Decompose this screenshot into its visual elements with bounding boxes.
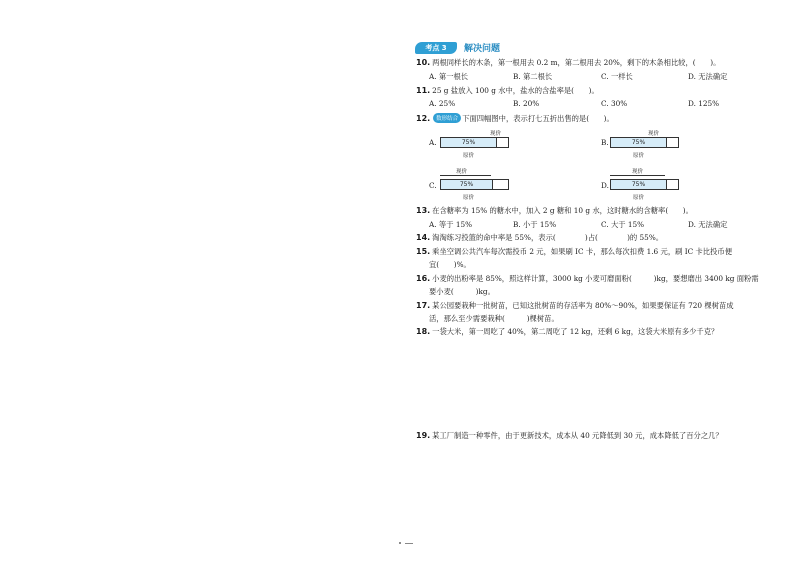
figure-b-bottom-label: 原价	[633, 153, 645, 159]
option-c[interactable]: C. 30%	[601, 99, 628, 108]
figure-a-bottom-label: 原价	[463, 153, 475, 159]
question-number: 10.	[416, 58, 431, 67]
option-a[interactable]: A. 等于 15%	[429, 220, 473, 229]
figure-b-letter[interactable]: B.	[601, 138, 609, 147]
figure-d-fill: 75%	[611, 180, 667, 189]
figure-c-bracket	[440, 175, 491, 176]
footer-dash	[405, 543, 413, 544]
question-17-line-2: 活，那么至少需要栽种( )棵树苗。	[429, 314, 559, 323]
question-number: 17.	[416, 301, 431, 310]
question-text: 下面四幅图中，表示打七五折出售的是( )。	[462, 114, 614, 123]
option-c[interactable]: C. 一样长	[601, 72, 633, 81]
question-number: 12.	[416, 114, 431, 123]
question-19	[416, 431, 723, 441]
question-number: 13.	[416, 206, 431, 215]
figure-a-letter[interactable]: A.	[429, 138, 437, 147]
question-14	[416, 233, 663, 243]
figure-d-top-label: 现价	[632, 169, 644, 175]
question-16-line-2: 要小麦( )kg。	[429, 287, 495, 296]
question-text: 25 g 盐放入 100 g 水中，盐水的含盐率是( )。	[432, 86, 599, 95]
question-17	[416, 301, 734, 311]
question-text: 在含糖率为 15% 的糖水中，加入 2 g 糖和 10 g 水，这时糖水的含糖率( )。	[432, 206, 693, 215]
method-tag: 数形结合	[433, 113, 461, 123]
figure-a-fill: 75%	[441, 138, 497, 147]
figure-c-top-label: 现价	[456, 169, 468, 175]
figure-b-fill: 75%	[611, 138, 667, 147]
question-text-line-1: 乘坐空调公共汽车每次需投币 2 元，如果刷 IC 卡，那么每次扣费 1.6 元，刷 IC 卡比投币便	[432, 247, 732, 256]
figure-b-bar	[610, 137, 679, 148]
question-15	[416, 247, 732, 257]
figure-c-letter[interactable]: C.	[429, 181, 437, 190]
question-number: 11.	[416, 86, 431, 95]
section-title: 解决问题	[464, 44, 501, 54]
question-number: 15.	[416, 247, 431, 256]
question-text: 一袋大米，第一周吃了 40%，第二周吃了 12 kg，还剩 6 kg，这袋大米原有多少千克？	[432, 327, 719, 336]
figure-c-fill: 75%	[441, 180, 493, 189]
option-c[interactable]: C. 大于 15%	[601, 220, 645, 229]
question-15-line-2: 宜( )%。	[429, 260, 471, 269]
topic-badge: 考点 3	[415, 42, 457, 54]
option-b[interactable]: B. 第二根长	[513, 72, 553, 81]
question-number: 16.	[416, 274, 431, 283]
option-d[interactable]: D. 125%	[688, 99, 720, 108]
figure-b-top-label: 现价	[648, 131, 660, 137]
question-10	[416, 58, 720, 68]
option-d[interactable]: D. 无法确定	[688, 72, 728, 81]
option-a[interactable]: A. 25%	[429, 99, 456, 108]
option-b[interactable]: B. 小于 15%	[513, 220, 557, 229]
question-12	[416, 113, 614, 124]
question-18	[416, 327, 718, 337]
figure-d-bottom-label: 原价	[633, 195, 645, 201]
question-text: 淘淘练习投篮的命中率是 55%，表示( )占( )的 55%。	[432, 233, 664, 242]
question-text-line-1: 小麦的出粉率是 85%，照这样计算，3000 kg 小麦可磨面粉( )kg，要想磨出 3400 kg 面粉需	[432, 274, 759, 283]
figure-a-bar	[440, 137, 509, 148]
question-number: 19.	[416, 431, 431, 440]
option-a[interactable]: A. 第一根长	[429, 72, 469, 81]
figure-a-top-label: 现价	[490, 131, 502, 137]
question-13	[416, 206, 693, 216]
question-text: 两根同样长的木条，第一根用去 0.2 m，第二根用去 20%，剩下的木条相比较，( )。	[432, 58, 721, 67]
question-11	[416, 86, 599, 96]
question-16	[416, 274, 759, 284]
footer-dot	[399, 542, 401, 544]
question-text: 某工厂制造一种零件，由于更新技术，成本从 40 元降低到 30 元，成本降低了百分之几？	[432, 431, 723, 440]
option-d[interactable]: D. 无法确定	[688, 220, 728, 229]
option-b[interactable]: B. 20%	[513, 99, 540, 108]
question-number: 14.	[416, 233, 431, 242]
figure-d-bar	[610, 179, 679, 190]
figure-c-bar	[440, 179, 509, 190]
figure-d-letter[interactable]: D.	[601, 181, 609, 190]
question-number: 18.	[416, 327, 431, 336]
question-text-line-1: 某公园要栽种一批树苗，已知这批树苗的存活率为 80%～90%，如果要保证有 720 棵树苗成	[432, 301, 734, 310]
figure-d-bracket	[610, 175, 665, 176]
figure-c-bottom-label: 原价	[463, 195, 475, 201]
